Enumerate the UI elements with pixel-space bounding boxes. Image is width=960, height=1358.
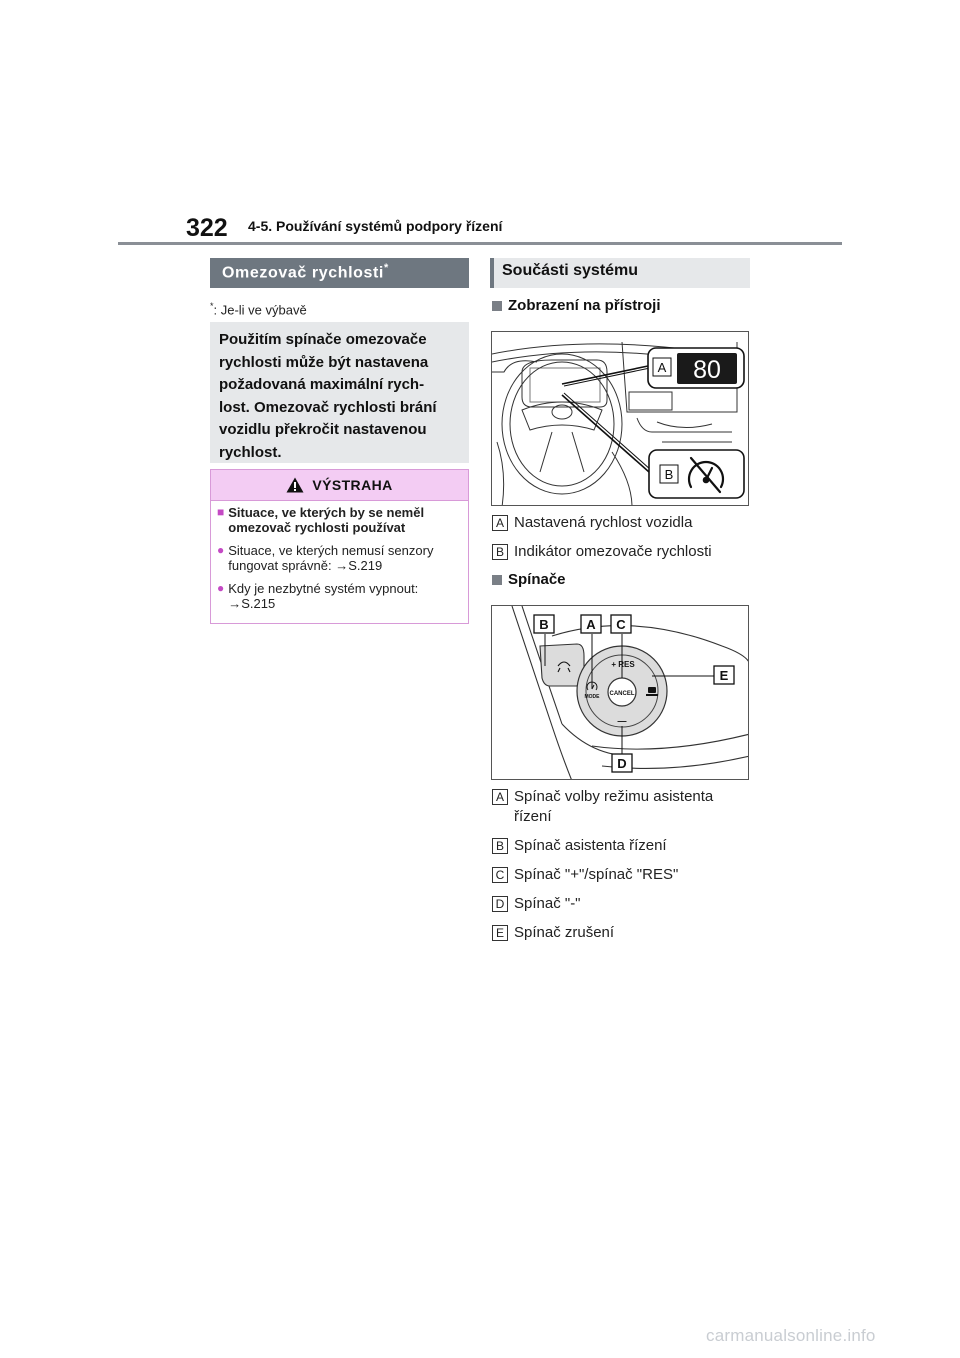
switch-label-c: C — [616, 617, 626, 632]
warning-body — [211, 501, 468, 611]
switch-legend — [492, 787, 754, 943]
section-title-speed-limiter — [210, 258, 469, 288]
warning-item-link[interactable]: fungovat správně: →S.219 — [228, 558, 383, 573]
subheading-switches — [492, 571, 566, 588]
header-rule — [118, 242, 842, 245]
switch-label-e: E — [719, 668, 729, 683]
legend-key: A — [492, 789, 508, 805]
warning-triangle-icon — [286, 477, 304, 493]
legend-key: B — [492, 838, 508, 854]
subheading-display-text: Zobrazení na přístroji — [508, 297, 661, 314]
warning-heading — [217, 505, 460, 535]
steering-switch-figure — [491, 605, 749, 780]
round-bullet-icon: ● — [217, 581, 225, 595]
warning-header — [211, 470, 468, 501]
intro-line: vozidlu překročit nastavenou — [219, 421, 427, 439]
section-title-components: Součásti systému — [490, 258, 750, 288]
chapter-title: 4-5. Používání systémů podpory řízení — [248, 218, 503, 234]
warning-box — [210, 469, 469, 624]
intro-line: rychlost. — [219, 443, 282, 461]
legend-item — [492, 894, 754, 914]
watermark: carmanualsonline.info — [706, 1326, 876, 1345]
footnote-text: : Je-li ve výbavě — [213, 302, 307, 318]
legend-text: Spínač volby režimu asistenta — [514, 788, 714, 805]
legend-key: C — [492, 867, 508, 883]
legend-key: D — [492, 896, 508, 912]
round-bullet-icon: ● — [217, 543, 225, 557]
intro-line: lost. Omezovač rychlosti brání — [219, 398, 437, 416]
res-switch-text: + RES — [611, 660, 635, 669]
subheading-display — [492, 297, 661, 314]
legend-item — [492, 542, 752, 562]
switch-label-a: A — [586, 617, 596, 632]
warning-item-link[interactable]: →S.215 — [228, 596, 276, 611]
legend-text: řízení — [514, 808, 552, 825]
legend-item — [492, 513, 752, 533]
section-title-text: Omezovač rychlosti — [222, 264, 384, 282]
mode-switch-text: MODE — [584, 694, 600, 700]
section-title-mark: * — [383, 262, 389, 274]
warning-heading-line: Situace, ve kterých by se neměl — [228, 505, 425, 520]
legend-text: Spínač asistenta řízení — [514, 837, 667, 854]
intro-line: požadovaná maximální rych- — [219, 376, 425, 394]
cancel-switch-text: CANCEL — [609, 691, 635, 697]
intro-line: Použitím spínače omezovače — [219, 331, 427, 348]
page-number: 322 — [186, 214, 228, 242]
square-bullet-icon — [492, 301, 502, 311]
warning-item-line: Kdy je nezbytné systém vypnout: — [228, 581, 419, 596]
display-label-a: A — [657, 360, 667, 375]
instrument-display-figure — [491, 331, 749, 506]
square-bullet-icon: ■ — [217, 505, 225, 519]
legend-key: A — [492, 515, 508, 531]
subheading-switches-text: Spínače — [508, 571, 566, 588]
set-speed-value: 80 — [693, 356, 721, 384]
legend-key: E — [492, 925, 508, 941]
warning-item-line: Situace, ve kterých nemusí senzory — [228, 543, 434, 558]
warning-title: VÝSTRAHA — [312, 477, 393, 493]
legend-item — [492, 787, 754, 827]
dashboard-illustration — [492, 332, 749, 506]
intro-line: rychlosti může být nastavena — [219, 353, 429, 371]
warning-item — [217, 581, 460, 611]
display-label-b: B — [664, 467, 674, 482]
steering-switch-illustration — [492, 606, 749, 780]
square-bullet-icon — [492, 575, 502, 585]
display-legend — [492, 513, 752, 562]
legend-text: Nastavená rychlost vozidla — [514, 514, 693, 531]
legend-text: Indikátor omezovače rychlosti — [514, 543, 712, 560]
footnote — [210, 301, 307, 317]
legend-item — [492, 836, 754, 856]
legend-item — [492, 923, 754, 943]
legend-key: B — [492, 544, 508, 560]
switch-label-b: B — [539, 617, 549, 632]
legend-text: Spínač zrušení — [514, 924, 615, 941]
minus-switch-text: — — [617, 716, 627, 726]
legend-text: Spínač "+"/spínač "RES" — [514, 866, 679, 883]
intro-box — [210, 322, 469, 463]
warning-heading-line: omezovač rychlosti používat — [228, 520, 406, 535]
legend-text: Spínač "-" — [514, 895, 581, 912]
footnote-mark: * — [210, 301, 214, 311]
warning-item — [217, 543, 460, 573]
legend-item — [492, 865, 754, 885]
switch-label-d: D — [617, 756, 627, 771]
